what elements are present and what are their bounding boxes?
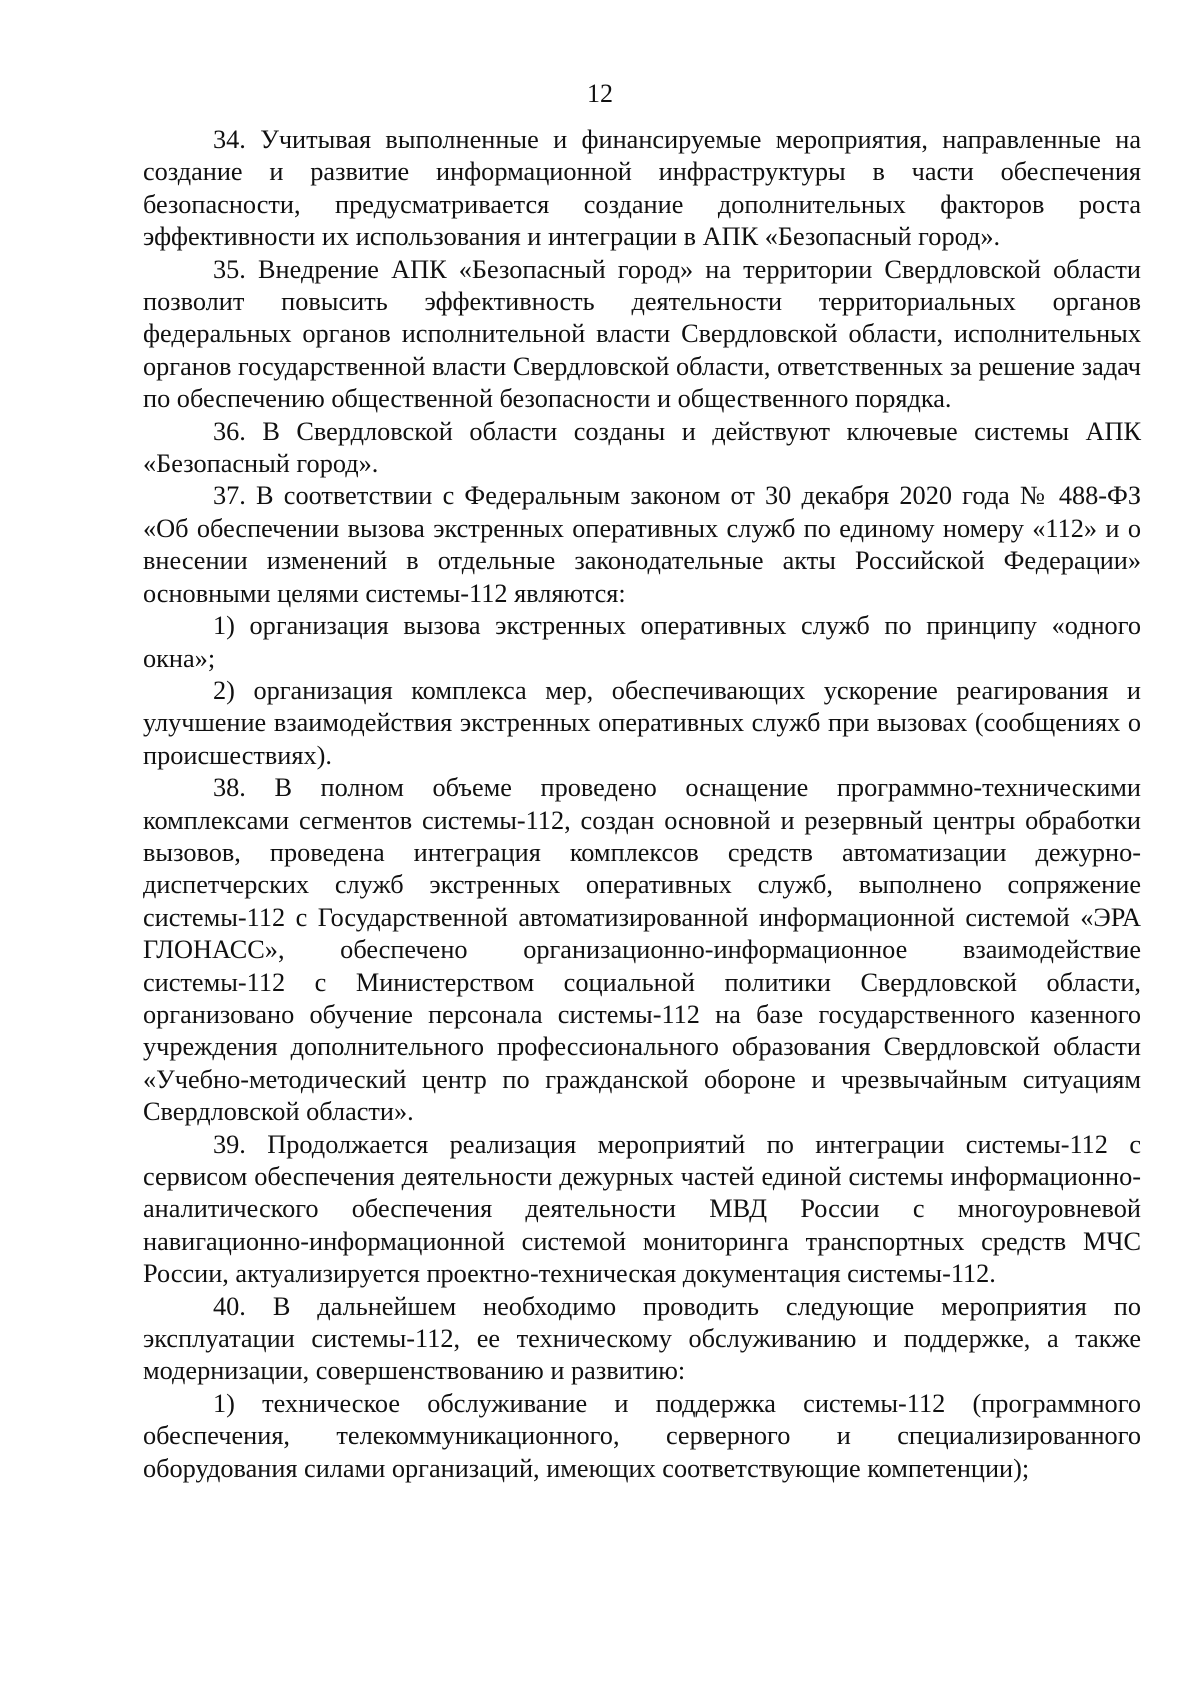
paragraph-34: 34. Учитывая выполненные и финансируемые мероприятия, направленные на создание и развитие информационной инфраструктуры в части обеспечения безопасности, предусматривается создание дополнительных факторов роста эффективности их использования и интеграции в АПК «Безопасный город». (143, 125, 1141, 252)
paragraph-40: 40. В дальнейшем необходимо проводить следующие мероприятия по эксплуатации системы-112, ее техническому обслуживанию и поддержке, а также модернизации, совершенствованию и развитию: (143, 1291, 1141, 1386)
paragraph-35: 35. Внедрение АПК «Безопасный город» на территории Свердловской области позволит повысить эффективность деятельности территориальных органов федеральных органов исполнительной власти Свердловской области, исполнительных органов государственной власти Свердловской области, ответственных за решение задач по обеспечению общественной безопасности и общественного порядка. (143, 254, 1141, 414)
paragraph-38: 38. В полном объеме проведено оснащение программно-техническими комплексами сегментов системы-112, создан основной и резервный центры обработки вызовов, проведена интеграция комплексов средств автоматизации дежурно-диспетчерских служб экстренных оперативных служб, выполнено сопряжение системы-112 с Государственной автоматизированной информационной системой «ЭРА ГЛОНАСС», обеспечено организационно-информационное взаимодействие системы-112 с Министерством социальной политики Свердловской области, организовано обучение персонала системы-112 на базе государственного казенного учреждения дополнительного профессионального образования Свердловской области «Учебно-методический центр по гражданской обороне и чрезвычайным ситуациям Свердловской области». (143, 773, 1141, 1127)
paragraph-40-item-1: 1) техническое обслуживание и поддержка системы-112 (программного обеспечения, телекоммуникационного, серверного и специализированного оборудования силами организаций, имеющих соответствующие компетенции); (143, 1388, 1141, 1483)
paragraph-37-item-1: 1) организация вызова экстренных оперативных служб по принципу «одного окна»; (143, 611, 1141, 673)
document-body (143, 124, 1141, 1485)
paragraph-37-item-2: 2) организация комплекса мер, обеспечивающих ускорение реагирования и улучшение взаимодействия экстренных оперативных служб при вызовах (сообщениях о происшествиях). (143, 675, 1141, 770)
paragraph-39: 39. Продолжается реализация мероприятий по интеграции системы-112 с сервисом обеспечения деятельности дежурных частей единой системы информационно-аналитического обеспечения деятельности МВД России с многоуровневой навигационно-информационной системой мониторинга транспортных средств МЧС России, актуализируется проектно-техническая документация системы-112. (143, 1129, 1141, 1289)
paragraph-36: 36. В Свердловской области созданы и действуют ключевые системы АПК «Безопасный город». (143, 416, 1141, 479)
page-number: 12 (587, 79, 613, 108)
paragraph-37: 37. В соответствии с Федеральным законом от 30 декабря 2020 года № 488-ФЗ «Об обеспечении вызова экстренных оперативных служб по единому номеру «112» и о внесении изменений в отдельные законодательные акты Российской Федерации» основными целями системы-112 являются: (143, 481, 1141, 608)
